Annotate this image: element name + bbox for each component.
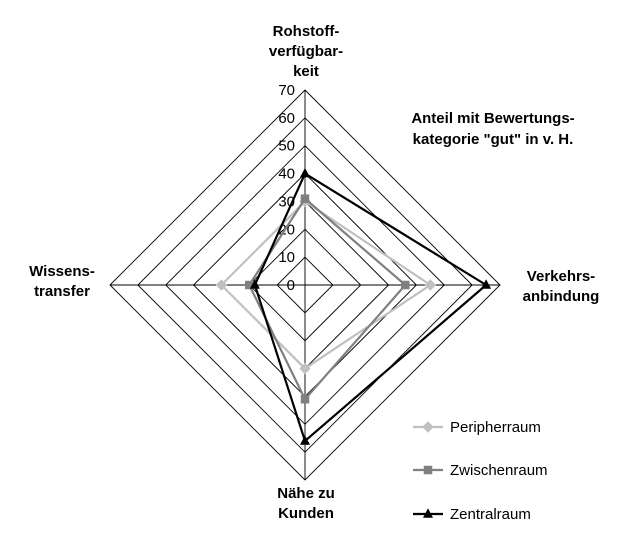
- tick-label: 50: [278, 137, 295, 155]
- tick-label: 70: [278, 82, 295, 99]
- tick-label: 30: [278, 193, 295, 211]
- tick-label: 60: [278, 109, 295, 127]
- axis-label-2: Nähe zu Kunden: [277, 485, 335, 522]
- legend-item: [413, 419, 541, 436]
- data-point: [301, 194, 310, 203]
- radar-spokes: [110, 90, 500, 480]
- tick-label: 20: [278, 221, 295, 239]
- data-point: [401, 281, 410, 290]
- legend-item: [413, 506, 531, 523]
- data-point: [301, 395, 310, 404]
- legend-label: Zwischenraum: [450, 462, 548, 479]
- series-line-zentralraum: [255, 174, 486, 441]
- axis-label-0: Rohstoff-verfügbar-keit: [268, 23, 344, 80]
- legend-marker: [423, 422, 433, 432]
- annotation-line-1: Anteil mit Bewertungs-: [411, 110, 575, 127]
- data-point: [300, 168, 310, 178]
- legend-label: Peripherraum: [450, 419, 541, 436]
- legend-label: Zentralraum: [450, 506, 531, 523]
- series-line-zwischenraum: [249, 199, 405, 400]
- annotation-line-2: kategorie "gut" in v. H.: [412, 131, 574, 148]
- legend-marker: [424, 466, 433, 475]
- tick-label: 40: [278, 165, 295, 183]
- axis-label-1: Verkehrs-anbindung: [522, 268, 600, 305]
- axis-label-3: Wissens-transfer: [29, 263, 95, 300]
- tick-label: 0: [286, 277, 295, 294]
- legend: [413, 419, 548, 523]
- radial-tick-labels: [278, 82, 295, 294]
- legend-item: [413, 462, 548, 479]
- axis-labels: [29, 23, 599, 522]
- tick-label: 10: [278, 249, 295, 267]
